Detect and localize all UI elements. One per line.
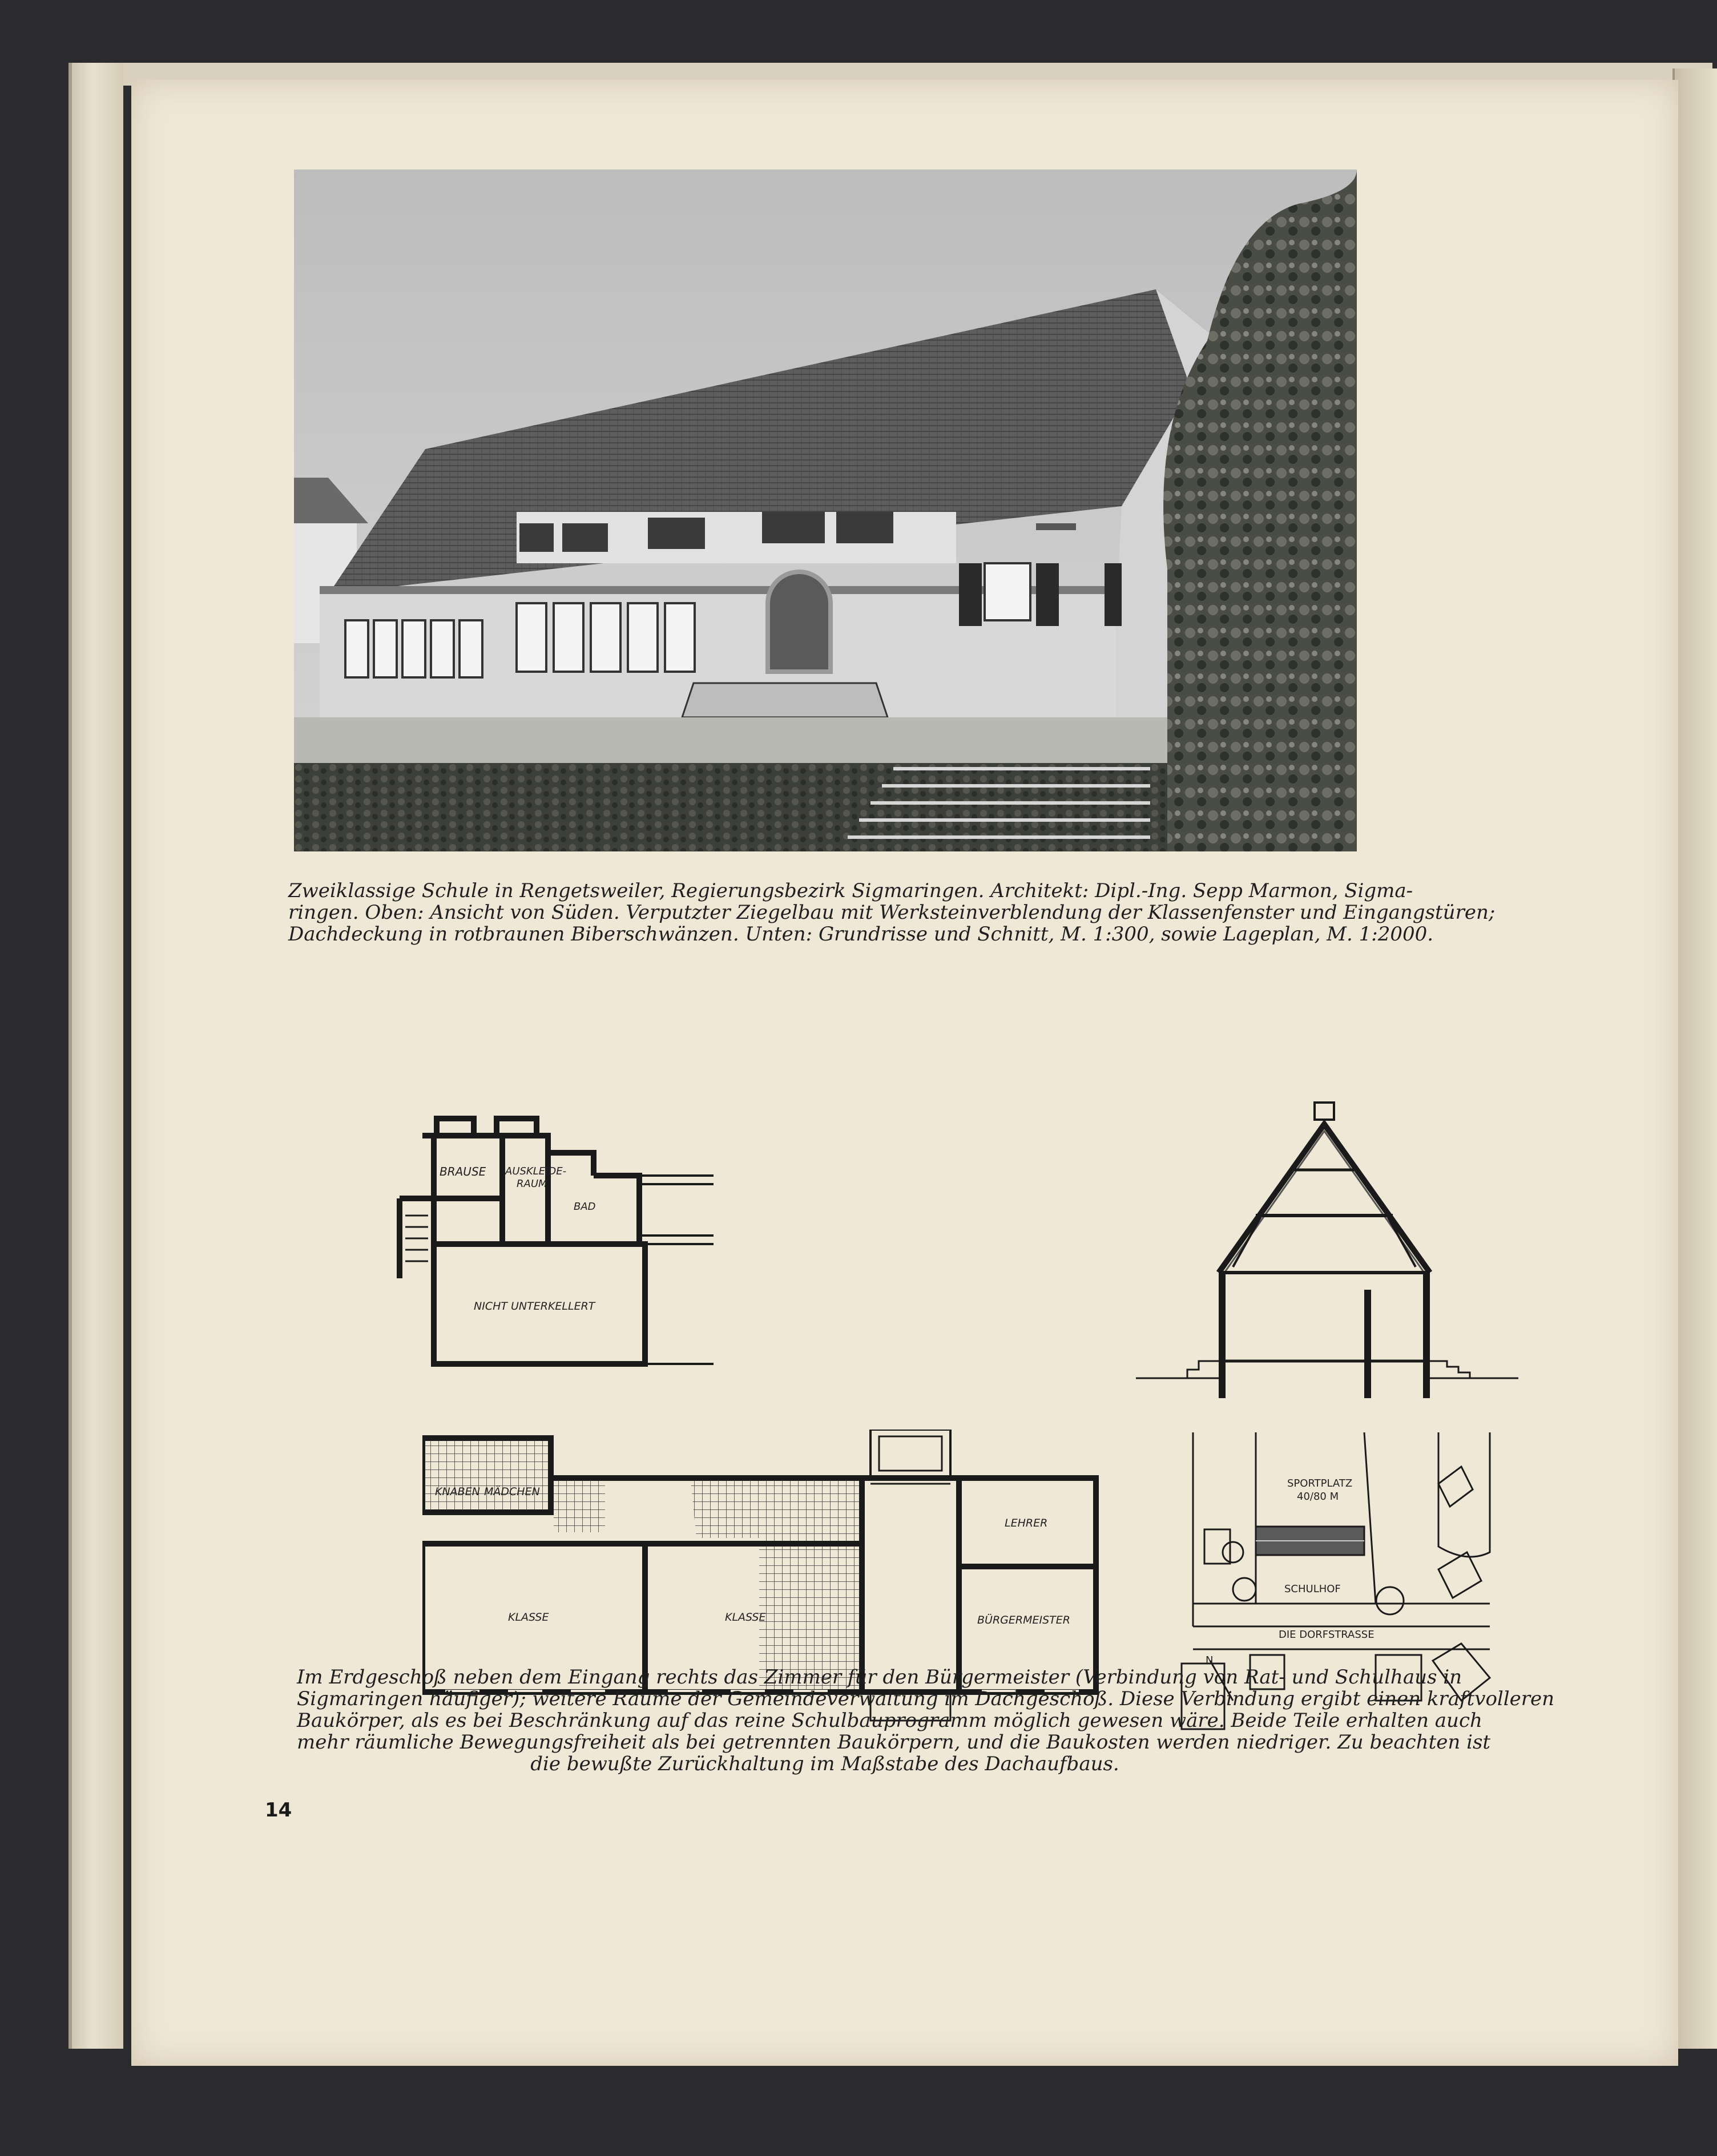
book-spine xyxy=(68,63,123,2049)
caption-line: ringen. Oben: Ansicht von Süden. Verputzter Ziegelbau mit Werksteinverblendung der Klassenfenster und Eingangstüren; xyxy=(288,901,1496,924)
site-label-sportplatz: SPORTPLATZ xyxy=(1287,1477,1353,1489)
room-label-klasse-1: KLASSE xyxy=(508,1611,549,1624)
building-section-drawing xyxy=(1136,1101,1524,1410)
next-page-edge xyxy=(1672,68,1717,2049)
caption-line: mehr räumliche Bewegungsfreiheit als bei getrennten Baukörpern, und die Baukosten werden niedriger. Zu beachten ist xyxy=(297,1731,1491,1754)
room-label-lehrer: LEHRER xyxy=(1005,1517,1048,1529)
site-label-dorfstrasse: DIE DORFSTRASSE xyxy=(1279,1629,1375,1641)
north-arrow-label: N xyxy=(1206,1654,1214,1666)
caption-line: Im Erdgeschoß neben dem Eingang rechts das Zimmer für den Bürgermeister (Verbindung von Rat- und Schulhaus in xyxy=(297,1666,1462,1689)
room-label-raum: RAUM xyxy=(517,1178,547,1190)
caption-line: Zweiklassige Schule in Rengetsweiler, Regierungsbezirk Sigmaringen. Architekt: Dipl.-Ing. Sepp Marmon, Sigma- xyxy=(288,879,1413,902)
caption-line: Baukörper, als es bei Beschränkung auf das reine Schulbauprogramm möglich gewesen wäre. Beide Teile erhalten auch xyxy=(297,1709,1482,1732)
room-label-brause: BRAUSE xyxy=(440,1165,486,1178)
site-label-schulhof: SCHULHOF xyxy=(1284,1583,1341,1595)
caption-line: Sigmaringen häufiger); weitere Räume der Gemeindeverwaltung im Dachgeschoß. Diese Verbindung ergibt einen kraftvolleren xyxy=(297,1687,1555,1710)
caption-line: Dachdeckung in rotbraunen Biberschwänzen. Unten: Grundrisse und Schnitt, M. 1:300, sowie Lageplan, M. 1:2000. xyxy=(288,923,1434,946)
room-label-nicht-unterkellert: NICHT UNTERKELLERT xyxy=(474,1300,595,1313)
school-building-photo xyxy=(294,169,1357,851)
photo-caption xyxy=(288,879,1496,946)
page-number: 14 xyxy=(265,1799,292,1822)
room-label-knaben: KNABEN xyxy=(435,1485,480,1498)
room-label-auskleide: AUSKLEIDE- xyxy=(505,1165,567,1177)
caption-line: die bewußte Zurückhaltung im Maßstabe des Dachaufbaus. xyxy=(530,1753,1119,1775)
basement-floor-plan xyxy=(388,1113,731,1398)
site-label-sportplatz-size: 40/80 M xyxy=(1297,1491,1339,1503)
plans-caption xyxy=(297,1666,1555,1775)
room-label-maedchen: MÄDCHEN xyxy=(484,1485,540,1498)
room-label-buergermeister: BÜRGERMEISTER xyxy=(977,1614,1070,1626)
room-label-klasse-2: KLASSE xyxy=(725,1611,766,1624)
room-label-bad: BAD xyxy=(574,1201,596,1213)
